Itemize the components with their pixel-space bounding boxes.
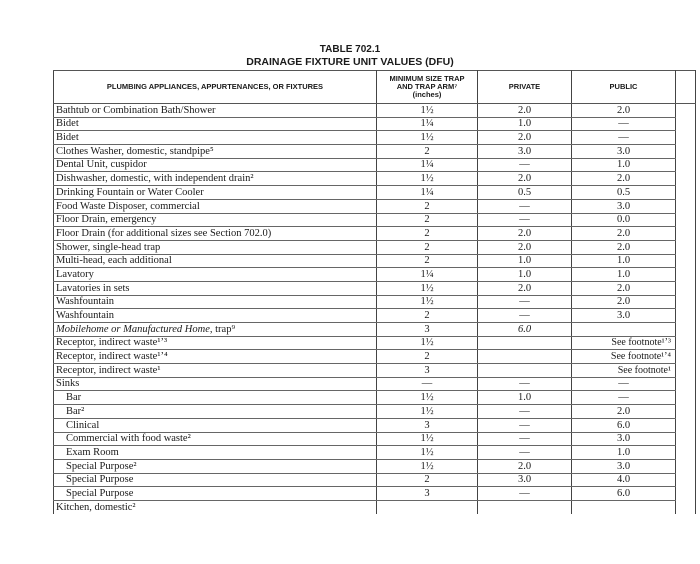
public-dfu-cell: See footnote¹ [572,364,676,378]
trap-size-cell: 1½ [377,172,478,186]
spacer-cell [676,104,696,118]
table-row [54,172,696,186]
public-dfu-cell: 4.0 [572,473,676,487]
fixture-cell [54,268,377,282]
fixture-name: Food Waste Disposer, commercial [56,200,200,212]
trap-size-cell: — [377,377,478,391]
public-dfu-cell: 2.0 [572,104,676,118]
public-dfu-cell: See footnote¹ʼ⁴ [572,350,676,364]
header-row [54,71,696,104]
table-row [54,254,696,268]
spacer-cell [676,227,696,241]
private-dfu-cell: — [478,309,572,323]
fixture-cell [54,432,377,446]
fixture-cell [54,186,377,200]
table-title: DRAINAGE FIXTURE UNIT VALUES (DFU) [246,56,454,68]
trap-size-cell: 1¼ [377,268,478,282]
fixture-name: Bar [66,392,82,404]
public-dfu-cell [572,323,676,337]
fixture-cell [54,377,377,391]
trap-size-cell: 1½ [377,131,478,145]
public-dfu-cell: — [572,131,676,145]
private-dfu-cell: — [478,295,572,309]
spacer-cell [676,459,696,473]
fixture-name: Special Purpose [66,474,134,486]
fixture-name: Floor Drain, emergency [56,214,157,226]
spacer-cell [676,364,696,378]
table-row [54,145,696,159]
spacer-cell [676,295,696,309]
trap-size-cell: 2 [377,145,478,159]
table-row [54,309,696,323]
private-dfu-cell: 2.0 [478,459,572,473]
fixture-name: Special Purpose² [66,460,137,472]
fixture-name: Sinks [56,378,80,390]
trap-size-cell [377,500,478,513]
private-dfu-cell: 1.0 [478,254,572,268]
spacer-cell [676,391,696,405]
trap-size-cell: 1½ [377,295,478,309]
trap-size-cell: 3 [377,364,478,378]
dfu-table [53,70,696,514]
spacer-cell [676,487,696,501]
fixture-name: Bar² [66,405,85,417]
table-row [54,131,696,145]
private-dfu-cell: 2.0 [478,104,572,118]
fixture-cell [54,213,377,227]
table-row [54,473,696,487]
trap-size-cell: 1½ [377,405,478,419]
fixture-cell [54,473,377,487]
table-row [54,240,696,254]
private-dfu-cell: — [478,405,572,419]
fixture-name: Lavatory [56,268,94,280]
fixture-cell [54,309,377,323]
fixture-name: Bathtub or Combination Bath/Shower [56,104,216,116]
fixture-name: Dishwasher, domestic, with independent drain² [56,173,254,185]
trap-size-cell: 1½ [377,281,478,295]
private-dfu-cell: — [478,199,572,213]
fixture-name-tail: trap⁹ [212,323,236,335]
fixture-cell [54,172,377,186]
spacer-cell [676,405,696,419]
private-dfu-cell: 1.0 [478,268,572,282]
public-dfu-cell: — [572,377,676,391]
public-dfu-cell: 0.5 [572,186,676,200]
fixture-name: Dental Unit, cuspidor [56,159,147,171]
table-row [54,432,696,446]
fixture-name: Clinical [66,419,100,431]
public-dfu-cell: 1.0 [572,254,676,268]
trap-size-cell: 3 [377,487,478,501]
private-dfu-cell [478,500,572,513]
fixture-name: Bidet [56,118,79,130]
trap-size-cell: 1½ [377,104,478,118]
header-fixtures: PLUMBING APPLIANCES, APPURTENANCES, OR FIXTURES [54,71,377,104]
table-row [54,199,696,213]
trap-size-cell: 2 [377,309,478,323]
public-dfu-cell: 3.0 [572,145,676,159]
public-dfu-cell: 2.0 [572,405,676,419]
spacer-cell [676,240,696,254]
fixture-cell [54,323,377,337]
private-dfu-cell [478,336,572,350]
spacer-cell [676,309,696,323]
private-dfu-cell: 3.0 [478,473,572,487]
fixture-cell [54,158,377,172]
public-dfu-cell: 1.0 [572,268,676,282]
fixture-name: Exam Room [66,446,119,458]
public-dfu-cell: 6.0 [572,487,676,501]
table-row [54,117,696,131]
trap-size-cell: 2 [377,240,478,254]
private-dfu-cell: 6.0 [478,323,572,337]
header-trap-size [377,71,478,104]
private-dfu-cell: — [478,377,572,391]
public-dfu-cell: — [572,391,676,405]
fixture-name: Kitchen, domestic² [56,501,136,513]
fixture-cell [54,131,377,145]
spacer-cell [676,281,696,295]
spacer-cell [676,377,696,391]
table-row [54,391,696,405]
trap-size-cell: 2 [377,254,478,268]
public-dfu-cell: 6.0 [572,418,676,432]
header-trap-line1: MINIMUM SIZE TRAP [389,74,465,83]
fixture-name: Washfountain [56,296,115,308]
table-row [54,268,696,282]
trap-size-cell: 2 [377,473,478,487]
private-dfu-cell [478,350,572,364]
public-dfu-cell: 3.0 [572,309,676,323]
table-body [54,104,696,514]
fixture-cell [54,145,377,159]
header-trap-line3: (inches) [412,90,442,99]
table-row [54,487,696,501]
header-spacer [676,71,696,104]
fixture-cell [54,295,377,309]
fixture-name: Special Purpose [66,487,134,499]
trap-size-cell: 1½ [377,432,478,446]
fixture-cell [54,405,377,419]
trap-size-cell: 1¼ [377,117,478,131]
spacer-cell [676,446,696,460]
public-dfu-cell: 1.0 [572,158,676,172]
table-row [54,186,696,200]
table-row [54,336,696,350]
private-dfu-cell: 1.0 [478,391,572,405]
table-row [54,446,696,460]
table-number: TABLE 702.1 [319,44,381,55]
fixture-cell [54,227,377,241]
spacer-cell [676,131,696,145]
table-row [54,295,696,309]
fixture-cell [54,418,377,432]
public-dfu-cell: 1.0 [572,446,676,460]
table-row [54,158,696,172]
public-dfu-cell: 0.0 [572,213,676,227]
public-dfu-cell: 3.0 [572,199,676,213]
trap-size-cell: 1½ [377,446,478,460]
fixture-name: Floor Drain (for additional sizes see Section 702.0) [56,227,272,239]
spacer-cell [676,254,696,268]
public-dfu-cell: 3.0 [572,459,676,473]
table-row [54,459,696,473]
public-dfu-cell: 2.0 [572,295,676,309]
trap-size-cell: 2 [377,350,478,364]
trap-size-cell: 1½ [377,391,478,405]
fixture-cell [54,446,377,460]
private-dfu-cell: 2.0 [478,281,572,295]
private-dfu-cell: 2.0 [478,131,572,145]
private-dfu-cell [478,364,572,378]
spacer-cell [676,199,696,213]
public-dfu-cell: 2.0 [572,281,676,295]
fixture-name: Clothes Washer, domestic, standpipe⁵ [56,145,214,157]
fixture-cell [54,199,377,213]
fixture-name: Receptor, indirect waste¹ [56,364,161,376]
header-public: PUBLIC [572,71,676,104]
spacer-cell [676,500,696,513]
private-dfu-cell: — [478,213,572,227]
trap-size-cell: 1¼ [377,158,478,172]
fixture-cell [54,240,377,254]
public-dfu-cell: 2.0 [572,227,676,241]
public-dfu-cell: 2.0 [572,172,676,186]
spacer-cell [676,350,696,364]
fixture-cell [54,117,377,131]
spacer-cell [676,432,696,446]
fixture-name: Bidet [56,132,79,144]
public-dfu-cell: 2.0 [572,240,676,254]
trap-size-cell: 2 [377,199,478,213]
table-row [54,500,696,513]
spacer-cell [676,336,696,350]
private-dfu-cell: — [478,487,572,501]
public-dfu-cell: 3.0 [572,432,676,446]
table-row [54,364,696,378]
table-row [54,377,696,391]
private-dfu-cell: 2.0 [478,227,572,241]
spacer-cell [676,418,696,432]
fixture-name: Mobilehome or Manufactured Home, [56,323,213,335]
spacer-cell [676,186,696,200]
spacer-cell [676,268,696,282]
fixture-cell [54,336,377,350]
spacer-cell [676,145,696,159]
spacer-cell [676,473,696,487]
private-dfu-cell: — [478,432,572,446]
private-dfu-cell: 2.0 [478,240,572,254]
private-dfu-cell: 0.5 [478,186,572,200]
private-dfu-cell: — [478,158,572,172]
table-row [54,323,696,337]
trap-size-cell: 2 [377,227,478,241]
private-dfu-cell: — [478,418,572,432]
fixture-name: Receptor, indirect waste¹ʼ⁴ [56,351,168,363]
header-private: PRIVATE [478,71,572,104]
table-row [54,405,696,419]
fixture-name: Commercial with food waste² [66,433,191,445]
table-row [54,281,696,295]
fixture-cell [54,391,377,405]
fixture-cell [54,254,377,268]
fixture-cell [54,104,377,118]
fixture-cell [54,364,377,378]
fixture-cell [54,459,377,473]
spacer-cell [676,158,696,172]
private-dfu-cell: — [478,446,572,460]
private-dfu-cell: 1.0 [478,117,572,131]
fixture-cell [54,487,377,501]
trap-size-cell: 1½ [377,459,478,473]
spacer-cell [676,323,696,337]
spacer-cell [676,172,696,186]
private-dfu-cell: 3.0 [478,145,572,159]
trap-size-cell: 2 [377,213,478,227]
table-row [54,227,696,241]
fixture-name: Shower, single-head trap [56,241,161,253]
fixture-cell [54,500,377,513]
fixture-cell [54,281,377,295]
header-trap-line2: AND TRAP ARM⁷ [396,82,458,91]
table-row [54,350,696,364]
spacer-cell [676,213,696,227]
public-dfu-cell [572,500,676,513]
public-dfu-cell: See footnote¹ʼ³ [572,336,676,350]
spacer-cell [676,117,696,131]
private-dfu-cell: 2.0 [478,172,572,186]
trap-size-cell: 1½ [377,336,478,350]
trap-size-cell: 1¼ [377,186,478,200]
fixture-name: Drinking Fountain or Water Cooler [56,186,204,198]
trap-size-cell: 3 [377,323,478,337]
fixture-name: Washfountain [56,310,115,321]
trap-size-cell: 3 [377,418,478,432]
fixture-name: Receptor, indirect waste¹ʼ³ [56,337,168,349]
table-row [54,418,696,432]
fixture-cell [54,350,377,364]
table-row [54,213,696,227]
public-dfu-cell: — [572,117,676,131]
fixture-name: Lavatories in sets [56,282,130,294]
fixture-name: Multi-head, each additional [56,255,172,267]
table-row [54,104,696,118]
